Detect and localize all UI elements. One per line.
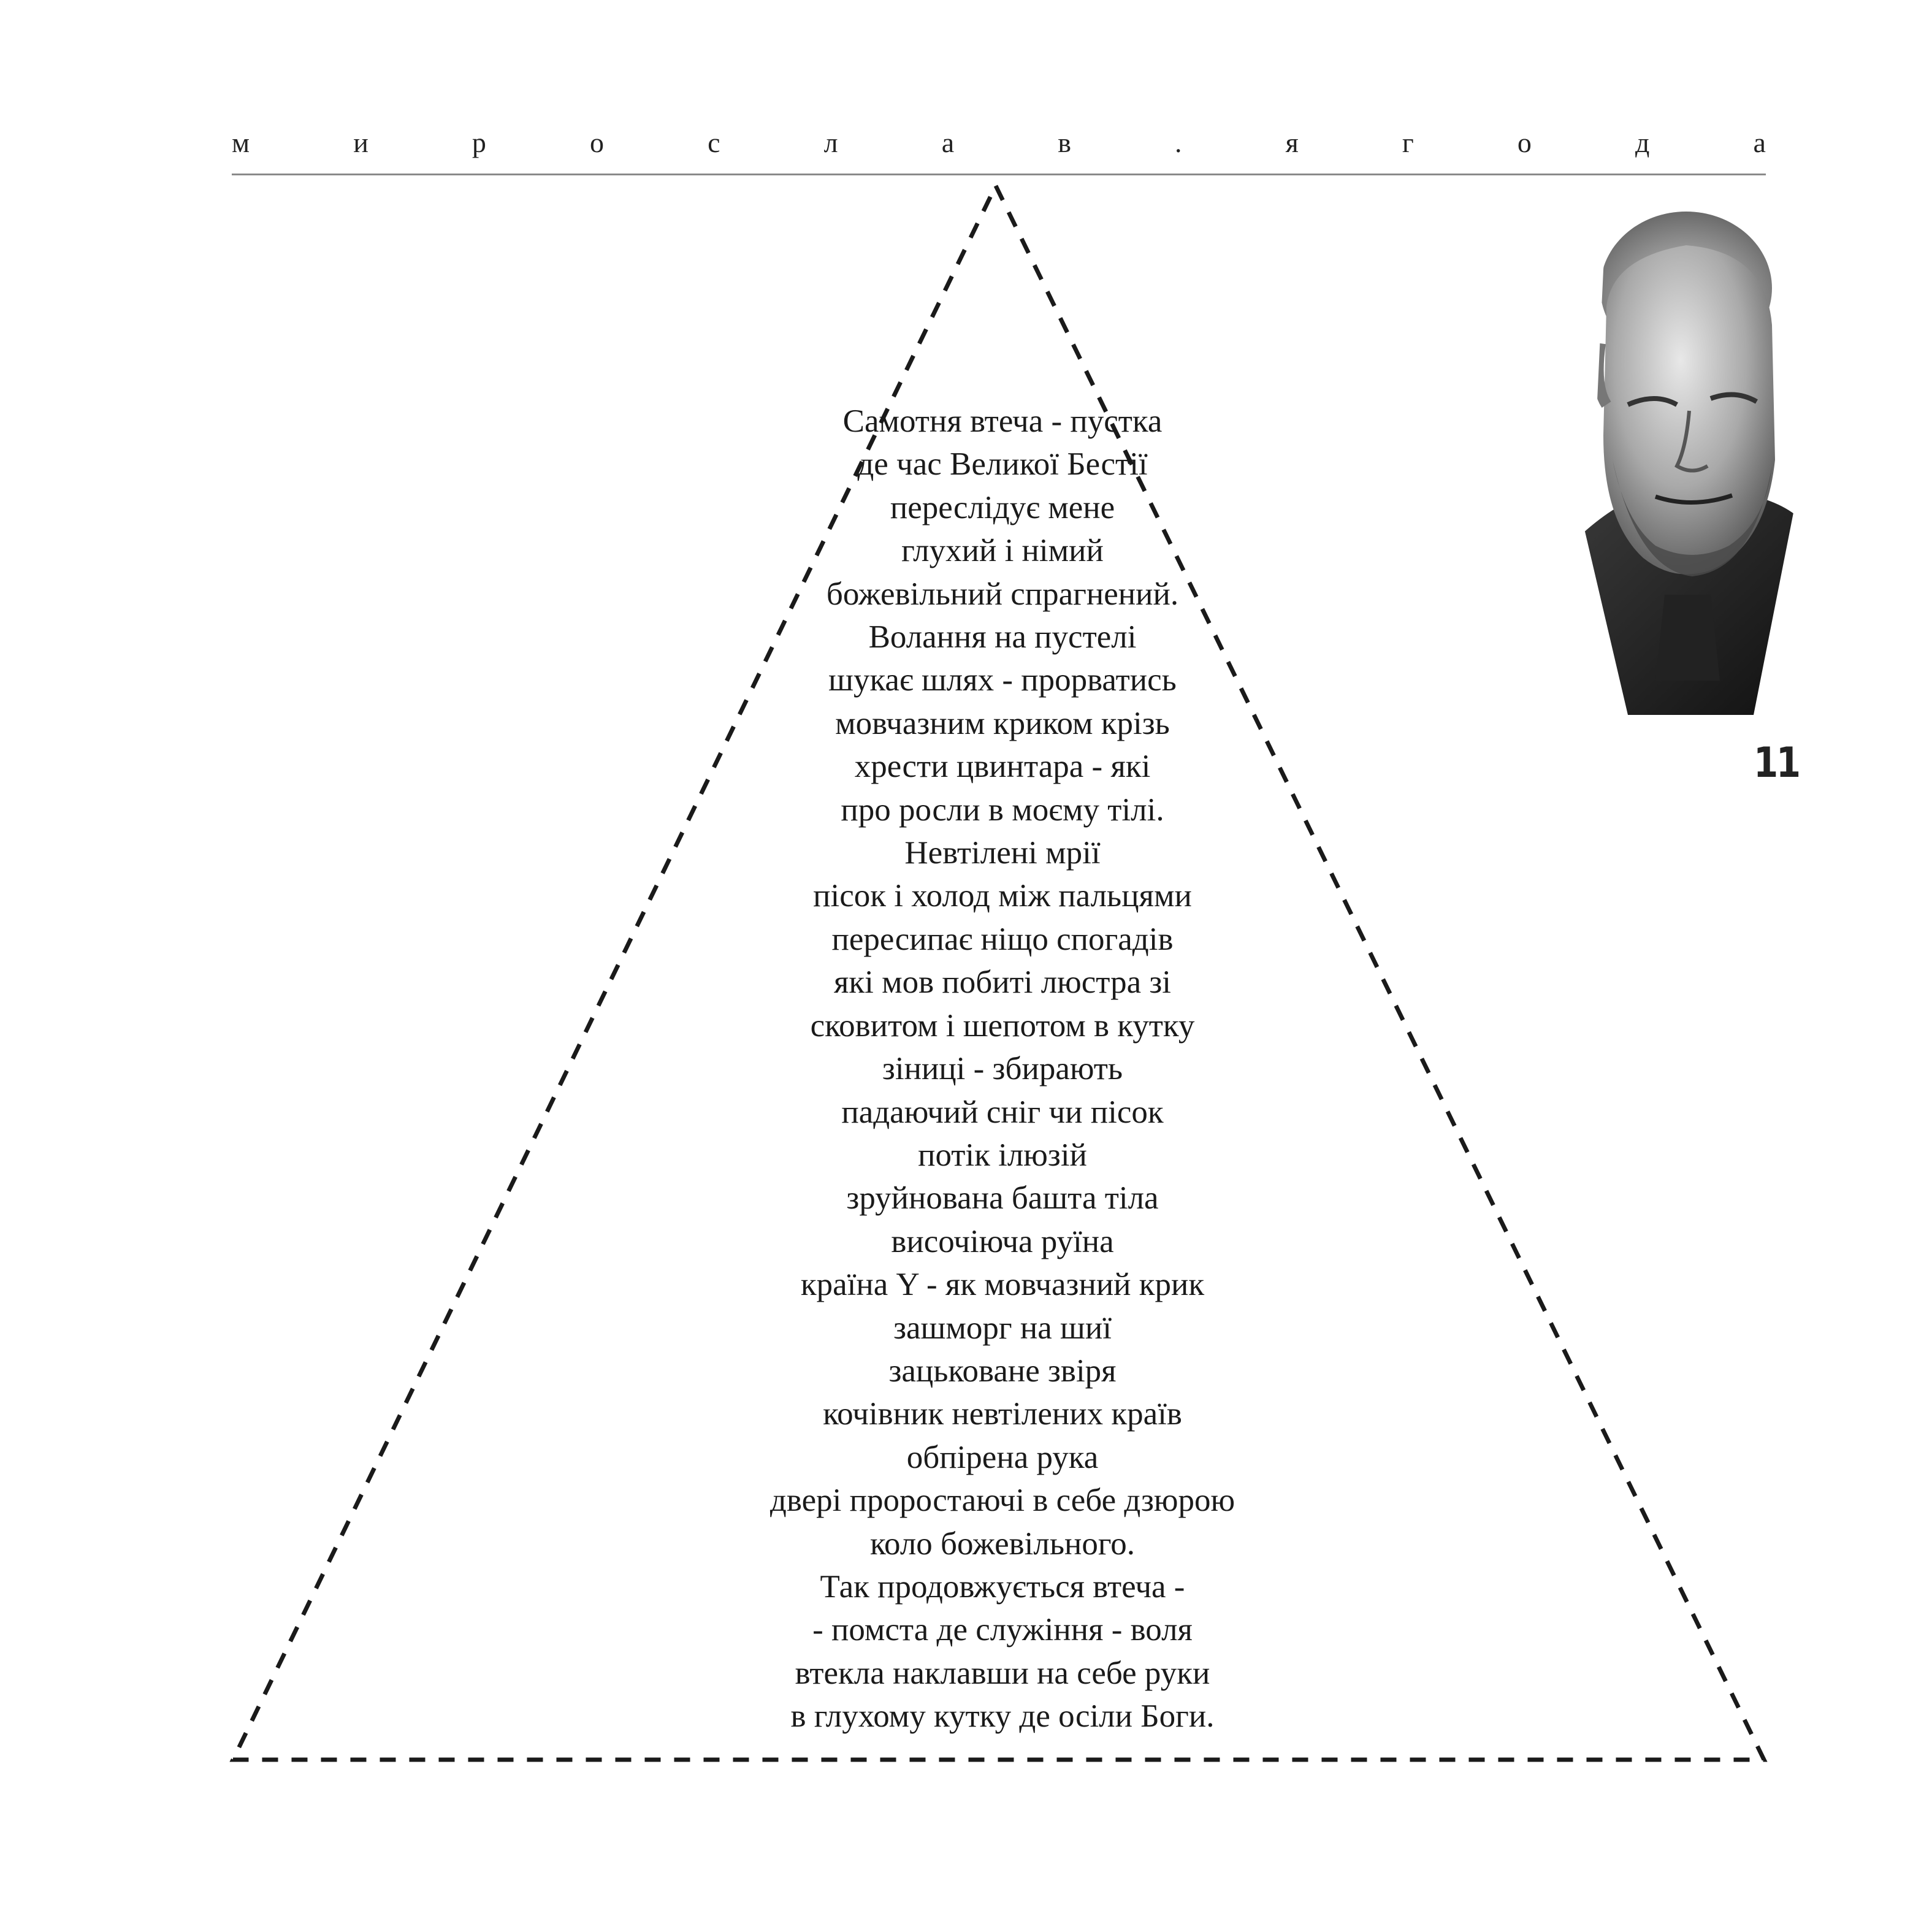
- header-letter: .: [1175, 127, 1182, 158]
- poem-line: про росли в моєму тілі.: [841, 792, 1164, 828]
- header-letter: с: [708, 127, 720, 158]
- poem-line: - помста де служіння - воля: [812, 1612, 1193, 1648]
- poem-line: зацьковане звіря: [888, 1353, 1117, 1389]
- header-letter: а: [1753, 127, 1766, 158]
- poem-line: де час Великої Бестії: [857, 446, 1148, 483]
- poem-line: сковитом і шепотом в кутку: [810, 1007, 1195, 1044]
- poem-line: шукає шлях - прорватись: [828, 662, 1177, 698]
- header-letter: а: [941, 127, 955, 158]
- poem-line: зіниці - збирають: [882, 1051, 1123, 1087]
- header-letter: о: [1517, 127, 1532, 158]
- poem-line: кочівник невтілених країв: [823, 1396, 1182, 1432]
- poem-line: двері проростаючі в себе дзюрою: [769, 1483, 1235, 1519]
- poem-line: в глухому кутку де осіли Боги.: [790, 1698, 1215, 1735]
- poem-body: [644, 400, 1361, 1738]
- poem-line: божевільний спрагнений.: [826, 576, 1179, 612]
- poem-line: пісок і холод між пальцями: [813, 878, 1192, 914]
- header-letter: в: [1058, 127, 1071, 158]
- poem-line: Самотня втеча - пустка: [842, 403, 1163, 439]
- poem-line: які мов побиті люстра зі: [833, 964, 1172, 1001]
- poem-line: обпірена рука: [906, 1439, 1099, 1475]
- page-number: 11: [1754, 739, 1799, 787]
- header-letter: д: [1635, 127, 1650, 158]
- poem-line: падаючий сніг чи пісок: [841, 1094, 1164, 1130]
- header-letter: и: [353, 127, 368, 158]
- header-letter: г: [1402, 127, 1414, 158]
- poem-line: зашморг на шиї: [893, 1310, 1112, 1346]
- poem-line: хрести цвинтара - які: [854, 749, 1151, 785]
- header-letter: я: [1285, 127, 1299, 158]
- header-letter: о: [590, 127, 605, 158]
- poem-line: зруйнована башта тіла: [846, 1180, 1159, 1216]
- header-letter: р: [472, 127, 486, 158]
- poem-line: пересипає ніщо спогадів: [831, 921, 1174, 957]
- poem-line: мовчазним криком крізь: [835, 705, 1170, 741]
- poem-line: височіюча руїна: [891, 1223, 1114, 1259]
- author-portrait-photo: [1570, 202, 1803, 717]
- poem-line: глухий і німий: [901, 533, 1104, 569]
- poem-line: переслідує мене: [890, 489, 1115, 525]
- poem-line: Так продовжується втеча -: [820, 1568, 1185, 1605]
- header-letter: м: [232, 127, 250, 158]
- poem-line: країна Y - як мовчазний крик: [800, 1267, 1205, 1303]
- poem-line: втекла наклавши на себе руки: [795, 1655, 1210, 1691]
- poem-line: Волання на пустелі: [868, 619, 1137, 655]
- poem-line: потік ілюзій: [918, 1137, 1087, 1173]
- poem-line: Невтілені мрії: [904, 835, 1101, 871]
- poem-line: коло божевільного.: [869, 1525, 1136, 1562]
- header-letter: л: [823, 127, 838, 158]
